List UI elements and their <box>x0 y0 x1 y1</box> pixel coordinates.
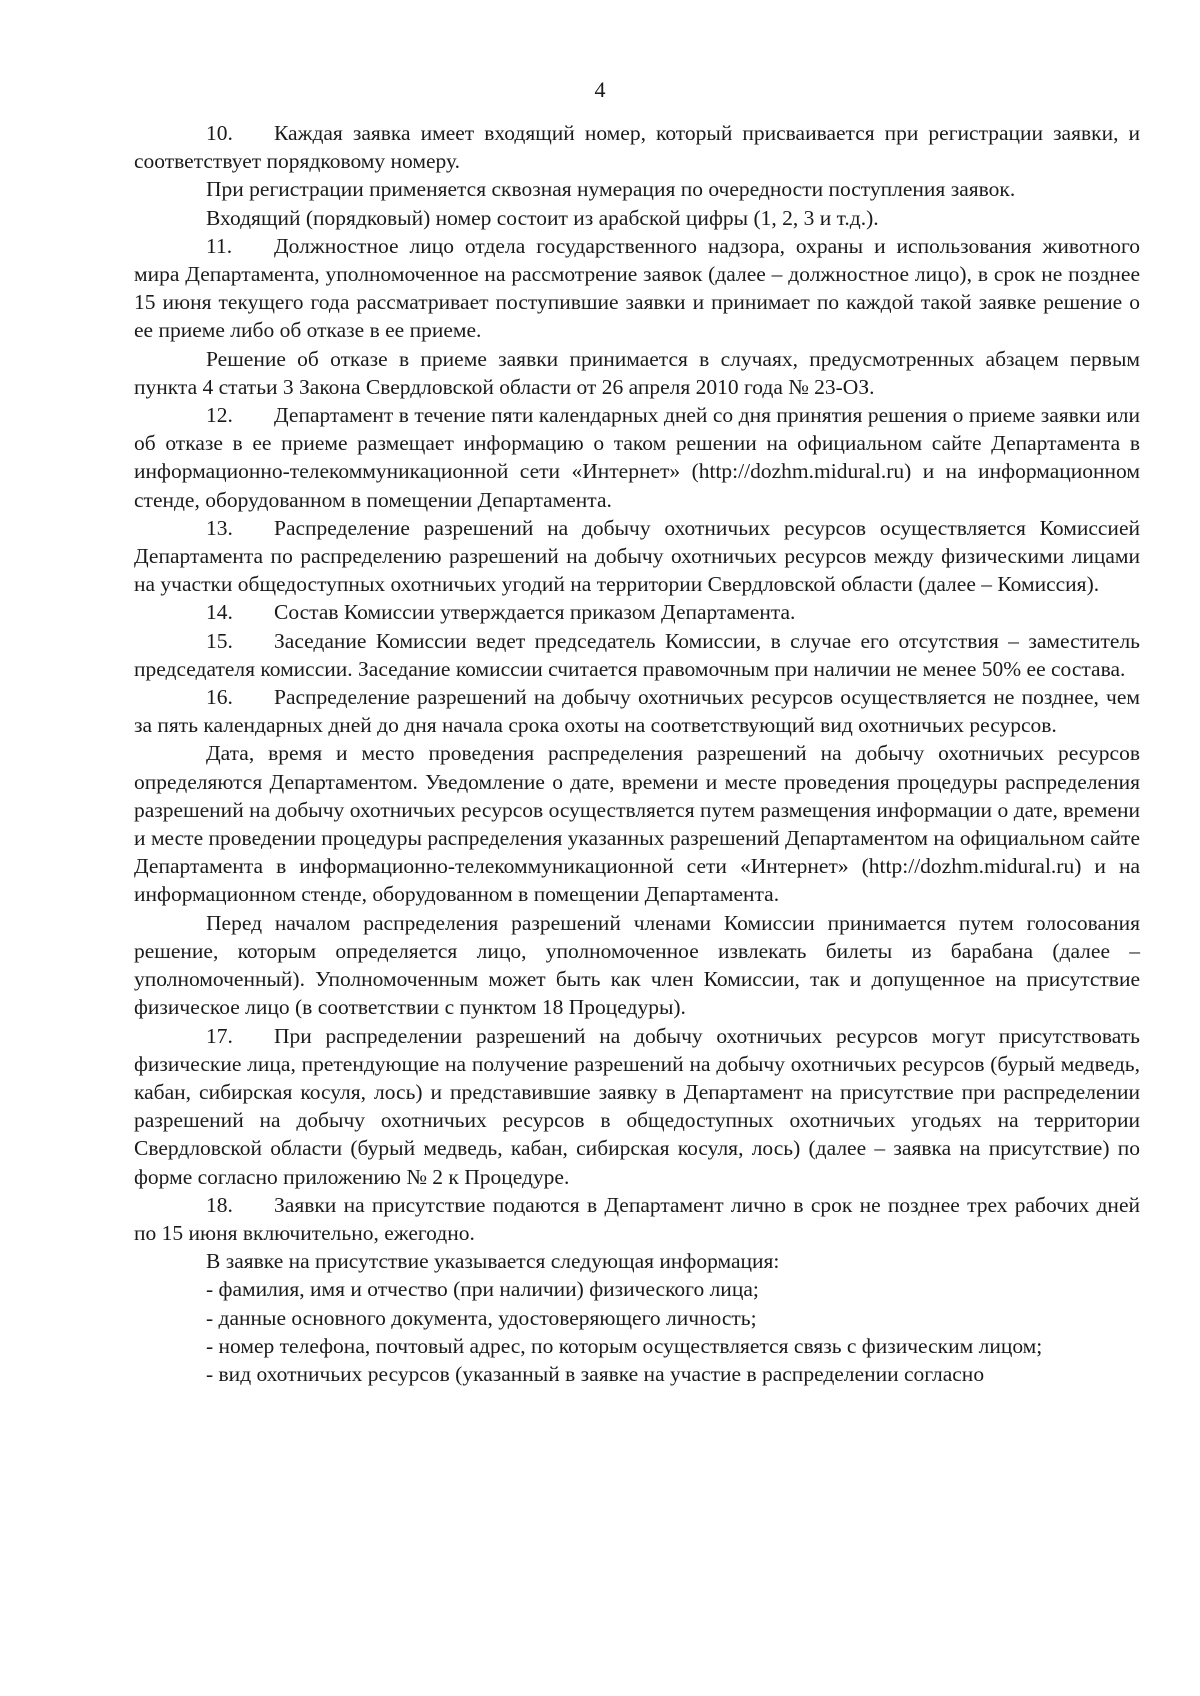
paragraph-text: - вид охотничьих ресурсов (указанный в заявке на участие в распределении согласно <box>206 1361 985 1386</box>
numbered-paragraph <box>134 683 1140 739</box>
paragraph <box>134 1360 1140 1388</box>
paragraph-number: 16. <box>206 685 233 710</box>
numbered-paragraph <box>134 598 1140 626</box>
paragraph <box>134 204 1140 232</box>
paragraph-text: Решение об отказе в приеме заявки принимается в случаях, предусмотренных абзацем первым пункта 4 статьи 3 Закона Свердловской области от 26 апреля 2010 года № 23-ОЗ. <box>134 346 1140 399</box>
paragraph-text: - фамилия, имя и отчество (при наличии) физического лица; <box>206 1277 759 1302</box>
numbered-paragraph <box>134 514 1140 599</box>
numbered-paragraph <box>134 627 1140 683</box>
paragraph-number: 17. <box>206 1023 233 1048</box>
numbered-paragraph <box>134 232 1140 345</box>
paragraph <box>134 1247 1140 1275</box>
paragraph-text: Должностное лицо отдела государственного надзора, охраны и использования животного мира Департамента, уполномоченное на рассмотрение заявок (далее – должностное лицо), в срок не позднее 15 июня текущего года рассматривает поступившие заявки и принимает по каждой такой заявке решение о ее приеме либо об отказе в ее приеме. <box>134 233 1140 343</box>
paragraph-text: Департамент в течение пяти календарных дней со дня принятия решения о приеме заявки или об отказе в ее приеме размещает информацию о таком решении на официальном сайте Департамента в информационно-телекоммуникационной сети «Интернет» (http://dozhm.midural.ru) и на информационном стенде, оборудованном в помещении Департамента. <box>134 403 1140 512</box>
paragraph-number: 13. <box>206 515 233 540</box>
page-number: 4 <box>594 77 606 102</box>
document-body <box>134 119 1140 1388</box>
paragraph-text: Заявки на присутствие подаются в Департамент лично в срок не позднее трех рабочих дней по 15 июня включительно, ежегодно. <box>134 1192 1140 1245</box>
paragraph <box>134 739 1140 908</box>
paragraph-text: При распределении разрешений на добычу охотничьих ресурсов могут присутствовать физические лица, претендующие на получение разрешений на добычу охотничьих ресурсов (бурый медведь, кабан, сибирская косуля, лось) и представившие заявку в Департамент на присутствие при распределении разрешений на добычу охотничьих ресурсов в общедоступных охотничьих угодьях на территории Свердловской области (бурый медведь, кабан, сибирская косуля, лось) (далее – заявка на присутствие) по форме согласно приложению № 2 к Процедуре. <box>134 1023 1140 1189</box>
numbered-paragraph <box>134 1191 1140 1247</box>
paragraph-number: 14. <box>206 600 233 625</box>
paragraph-text: Распределение разрешений на добычу охотничьих ресурсов осуществляется Комиссией Департамента по распределению разрешений на добычу охотничьих ресурсов между физическими лицами на участки общедоступных охотничьих угодий на территории Свердловской области (далее – Комиссия). <box>134 515 1140 597</box>
paragraph-text: Перед началом распределения разрешений членами Комиссии принимается путем голосования решение, которым определяется лицо, уполномоченное извлекать билеты из барабана (далее – уполномоченный). Уполномоченным может быть как член Комиссии, так и допущенное на присутствие физическое лицо (в соответствии с пунктом 18 Процедуры). <box>134 910 1140 1020</box>
paragraph-text: Каждая заявка имеет входящий номер, который присваивается при регистрации заявки, и соответствует порядковому номеру. <box>134 121 1140 174</box>
numbered-paragraph <box>134 119 1140 175</box>
paragraph <box>134 909 1140 1022</box>
numbered-paragraph <box>134 1022 1140 1191</box>
paragraph-text: Заседание Комиссии ведет председатель Комиссии, в случае его отсутствия – заместитель председателя комиссии. Заседание комиссии считается правомочным при наличии не менее 50% ее состава. <box>134 628 1140 681</box>
paragraph-number: 10. <box>206 121 233 145</box>
paragraph-number: 15. <box>206 628 233 653</box>
paragraph-text: - номер телефона, почтовый адрес, по которым осуществляется связь с физическим лицом; <box>206 1333 1043 1358</box>
paragraph-text: Входящий (порядковый) номер состоит из арабской цифры (1, 2, 3 и т.д.). <box>206 205 879 230</box>
paragraph-text: При регистрации применяется сквозная нумерация по очередности поступления заявок. <box>206 177 1016 202</box>
paragraph <box>134 175 1140 203</box>
paragraph <box>134 1332 1140 1360</box>
paragraph-text: - данные основного документа, удостоверяющего личность; <box>206 1305 757 1330</box>
paragraph-number: 18. <box>206 1192 233 1217</box>
paragraph <box>134 1275 1140 1303</box>
paragraph-number: 12. <box>206 403 233 428</box>
paragraph <box>134 345 1140 401</box>
paragraph-text: В заявке на присутствие указывается следующая информация: <box>206 1249 780 1274</box>
paragraph-text: Дата, время и место проведения распределения разрешений на добычу охотничьих ресурсов определяются Департаментом. Уведомление о дате, времени и месте проведения процедуры распределения разрешений на добычу охотничьих ресурсов осуществляется путем размещения информации о дате, времени и месте проведении процедуры распределения указанных разрешений Департаментом на официальном сайте Департамента в информационно-телекоммуникационной сети «Интернет» (http://dozhm.midural.ru) и на информационном стенде, оборудованном в помещении Департамента. <box>134 741 1140 907</box>
numbered-paragraph <box>134 401 1140 514</box>
paragraph-number: 11. <box>206 233 233 258</box>
paragraph-text: Состав Комиссии утверждается приказом Департамента. <box>274 600 796 625</box>
paragraph <box>134 1304 1140 1332</box>
paragraph-text: Распределение разрешений на добычу охотничьих ресурсов осуществляется не позднее, чем за пять календарных дней до дня начала срока охоты на соответствующий вид охотничьих ресурсов. <box>134 685 1140 738</box>
